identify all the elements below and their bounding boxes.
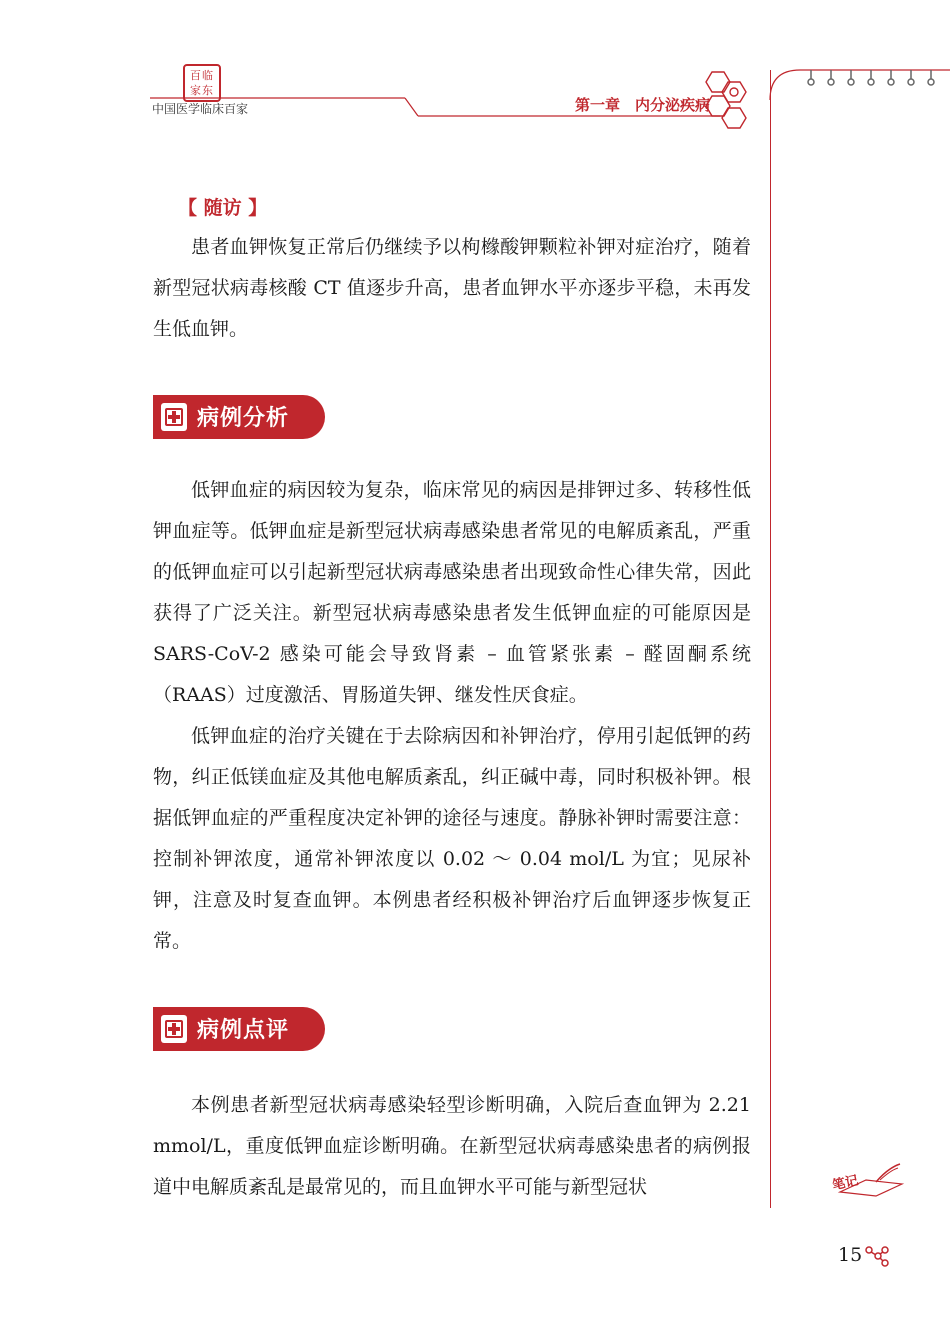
molecule-icon: [864, 1244, 890, 1268]
analysis-paragraph-2: 低钾血症的治疗关键在于去除病因和补钾治疗，停用引起低钾的药物，纠正低镁血症及其他电解质紊乱，纠正碱中毒，同时积极补钾。根据低钾血症的严重程度决定补钾的途径与速度。静脉补钾时需要注意：控制补钾浓度，通常补钾浓度以 0.02 ～ 0.04 mol/L 为宜；见尿补钾，注意及时复查血钾。本例患者经积极补钾治疗后血钾逐步恢复正常。: [153, 725, 751, 952]
analysis-heading: 病例分析: [197, 406, 290, 431]
notes-label: 笔记: [831, 1173, 860, 1194]
margin-divider: [770, 70, 771, 1208]
publisher-logo: 百临家东: [183, 64, 221, 102]
ring-binder-icon: [808, 70, 934, 85]
review-heading: 病例点评: [197, 1018, 290, 1043]
hexagon-icon: [706, 72, 746, 128]
header-decoration: [0, 0, 950, 140]
section-banner-analysis: [153, 395, 325, 439]
followup-paragraph: 患者血钾恢复正常后仍继续予以枸橼酸钾颗粒补钾对症治疗，随着新型冠状病毒核酸 CT 值逐步升高，患者血钾水平亦逐步平稳，未再发生低血钾。: [153, 236, 751, 340]
medical-chart-icon: [161, 403, 187, 431]
followup-heading: 【 随访 】: [178, 197, 268, 219]
analysis-paragraph-1: 低钾血症的病因较为复杂，临床常见的病因是排钾过多、转移性低钾血症等。低钾血症是新型冠状病毒感染患者常见的电解质紊乱，严重的低钾血症可以引起新型冠状病毒感染患者出现致命性心律失常，因此获得了广泛关注。新型冠状病毒感染患者发生低钾血症的可能原因是 SARS-CoV-2 感染可能会导致肾素 – 血管紧张素 – 醛固酮系统（RAAS）过度激活、胃肠道失钾、继发性厌食症。: [153, 479, 751, 706]
page-number: 15: [838, 1244, 863, 1266]
series-title: 中国医学临床百家: [152, 102, 249, 116]
medical-chart-icon: [161, 1015, 187, 1043]
review-paragraph: 本例患者新型冠状病毒感染轻型诊断明确，入院后查血钾为 2.21 mmol/L，重度低钾血症诊断明确。在新型冠状病毒感染患者的病例报道中电解质紊乱是最常见的，而且血钾水平可能与新型冠状: [153, 1094, 751, 1198]
section-banner-review: [153, 1007, 325, 1051]
chapter-title: 第一章 内分泌疾病: [575, 96, 711, 114]
